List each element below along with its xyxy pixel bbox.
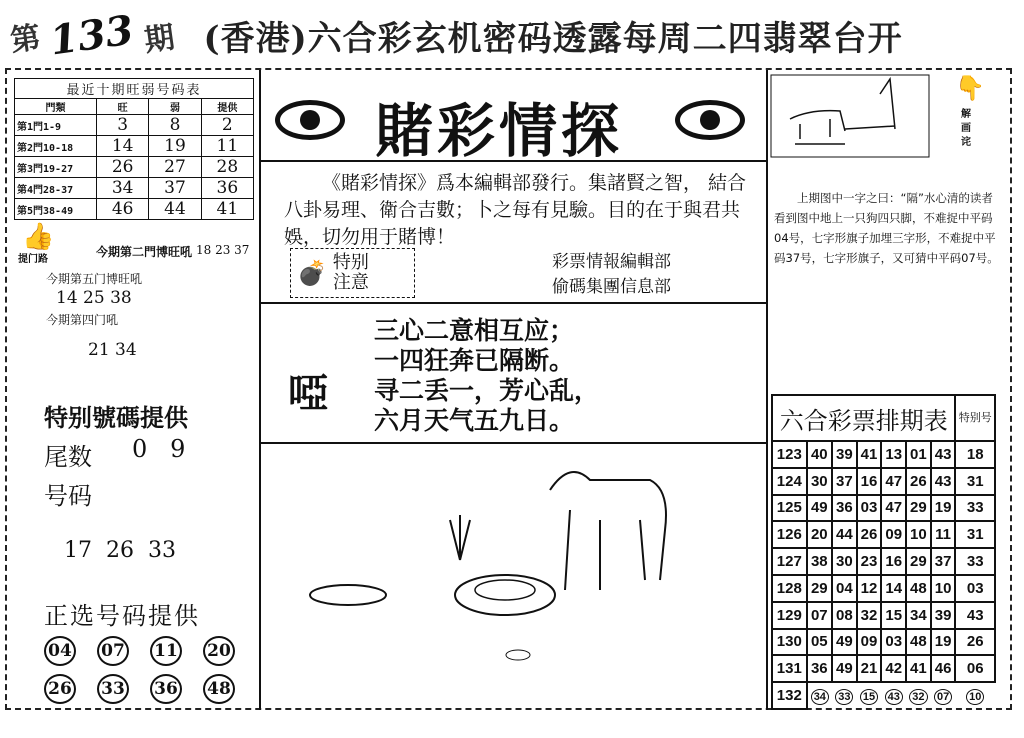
table-row <box>772 495 995 522</box>
draw-number: 41 <box>906 655 931 682</box>
draw-issue: 123 <box>772 441 807 468</box>
special-numbers: 17 26 33 <box>64 538 176 563</box>
draw-number: 29 <box>906 495 931 522</box>
number-label: 号码 <box>44 482 92 510</box>
draw-number: 43 <box>931 441 956 468</box>
tail-label: 尾数 <box>44 443 92 471</box>
draw-number: 36 <box>832 495 857 522</box>
draw-number: 41 <box>857 441 882 468</box>
draw-number: 03 <box>857 495 882 522</box>
schedule-title: 六合彩票排期表 <box>772 395 955 441</box>
door4-numbers: 21 34 <box>88 340 137 360</box>
issue-prefix: 第 <box>8 19 43 59</box>
signature-1: 彩票情報編輯部 <box>552 252 671 272</box>
table-cell: 2 <box>201 115 253 136</box>
draw-number: 10 <box>906 521 931 548</box>
draw-number: 49 <box>807 495 832 522</box>
table-cell: 44 <box>149 199 201 220</box>
draw-number: 09 <box>881 521 906 548</box>
notice-box <box>290 248 415 298</box>
draw-number: 01 <box>906 441 931 468</box>
pick-number: 20 <box>203 636 235 666</box>
table-row <box>15 115 254 136</box>
door2-numbers: 18 23 37 <box>196 243 250 257</box>
draw-number: 44 <box>832 521 857 548</box>
page-title: (香港)六合彩玄机密码透露每周二四翡翠台开 <box>203 19 903 59</box>
pick-number: 36 <box>150 674 182 704</box>
door5-numbers: 14 25 38 <box>56 288 132 308</box>
table-row <box>15 199 254 220</box>
draw-number: 03 <box>881 629 906 656</box>
column-header: 提供 <box>201 99 253 115</box>
poem-line: 三心二意相互应； <box>374 316 575 345</box>
draw-number: 26 <box>906 468 931 495</box>
divider <box>259 70 261 710</box>
draw-number: 13 <box>881 441 906 468</box>
draw-number: 31 <box>955 521 995 548</box>
draw-number: 26 <box>857 521 882 548</box>
issue-suffix: 期 <box>141 19 177 59</box>
draw-number: 20 <box>807 521 832 548</box>
draw-number-cell <box>931 682 956 709</box>
draw-number: 23 <box>857 548 882 575</box>
schedule-table <box>771 394 996 710</box>
row-label: 第5門38-49 <box>15 199 97 220</box>
table-row <box>772 629 995 656</box>
draw-number-cell <box>881 682 906 709</box>
draw-number: 07 <box>807 602 832 629</box>
draw-number: 11 <box>931 521 956 548</box>
bomb-icon: 💣 <box>297 259 327 287</box>
special-title: 特别號碼提供 <box>44 403 188 432</box>
draw-number: 47 <box>881 468 906 495</box>
draw-number: 46 <box>931 655 956 682</box>
draw-number: 32 <box>909 689 927 705</box>
draw-issue: 128 <box>772 575 807 602</box>
table-row <box>772 602 995 629</box>
table-row <box>772 521 995 548</box>
column-header: 門類 <box>15 99 97 115</box>
door4-label: 今期第四门吼 <box>46 313 119 327</box>
draw-number: 33 <box>835 689 853 705</box>
column-header: 弱 <box>149 99 201 115</box>
draw-number: 09 <box>857 629 882 656</box>
draw-number: 26 <box>955 629 995 656</box>
draw-number: 03 <box>955 575 995 602</box>
draw-number: 33 <box>955 548 995 575</box>
draw-number: 43 <box>931 468 956 495</box>
table-cell: 27 <box>149 157 201 178</box>
notice-label: 特别注意 <box>332 252 369 293</box>
table-caption: 最近十期旺弱号码表 <box>15 79 254 99</box>
draw-issue: 132 <box>772 682 807 709</box>
divider <box>260 442 766 444</box>
draw-number: 10 <box>931 575 956 602</box>
draw-number: 29 <box>807 575 832 602</box>
draw-number: 21 <box>857 655 882 682</box>
divider <box>260 302 766 304</box>
table-cell: 41 <box>201 199 253 220</box>
draw-number: 43 <box>885 689 903 705</box>
draw-number: 15 <box>881 602 906 629</box>
draw-number: 33 <box>955 495 995 522</box>
tail-numbers: 0 9 <box>132 435 186 463</box>
main-pick-numbers <box>44 632 264 708</box>
thumbs-up-icon: 👍 <box>22 222 55 252</box>
draw-number: 48 <box>906 629 931 656</box>
table-cell: 11 <box>201 136 253 157</box>
draw-number: 40 <box>807 441 832 468</box>
draw-issue: 129 <box>772 602 807 629</box>
table-cell: 34 <box>97 178 149 199</box>
draw-issue: 125 <box>772 495 807 522</box>
draw-number: 12 <box>857 575 882 602</box>
row-label: 第2門10-18 <box>15 136 97 157</box>
draw-number: 39 <box>931 602 956 629</box>
recent-hot-cold-table <box>14 78 254 220</box>
pointing-hand-icon: 👇 <box>955 74 985 102</box>
draw-issue: 124 <box>772 468 807 495</box>
table-row <box>772 655 995 682</box>
table-cell: 36 <box>201 178 253 199</box>
row-label: 第3門19-27 <box>15 157 97 178</box>
pick-number: 33 <box>97 674 129 704</box>
draw-number: 42 <box>881 655 906 682</box>
eye-icon <box>275 100 345 140</box>
table-cell: 37 <box>149 178 201 199</box>
table-cell: 3 <box>97 115 149 136</box>
draw-number: 06 <box>955 655 995 682</box>
draw-number: 49 <box>832 629 857 656</box>
draw-issue: 130 <box>772 629 807 656</box>
draw-number: 34 <box>906 602 931 629</box>
draw-number-cell <box>955 682 995 709</box>
draw-number-cell <box>906 682 931 709</box>
signature-2: 偷碼集團信息部 <box>552 277 671 297</box>
draw-number-cell <box>832 682 857 709</box>
draw-number: 38 <box>807 548 832 575</box>
row-label: 第4門28-37 <box>15 178 97 199</box>
tip-label: 提门路 <box>18 254 48 265</box>
pick-number: 48 <box>203 674 235 704</box>
draw-number: 36 <box>807 655 832 682</box>
draw-number: 10 <box>966 689 984 705</box>
table-cell: 46 <box>97 199 149 220</box>
draw-number: 31 <box>955 468 995 495</box>
draw-number: 08 <box>832 602 857 629</box>
poem-line: 一四狂奔已隔断。 <box>374 346 575 375</box>
lamb-illustration <box>300 450 760 700</box>
draw-number: 34 <box>811 689 829 705</box>
draw-number: 29 <box>906 548 931 575</box>
row-label: 第1門1-9 <box>15 115 97 136</box>
draw-number: 05 <box>807 629 832 656</box>
table-cell: 19 <box>149 136 201 157</box>
divider <box>766 70 768 710</box>
table-row <box>772 575 995 602</box>
hand-label: 解画诧 <box>961 109 971 148</box>
draw-number: 18 <box>955 441 995 468</box>
draw-number: 43 <box>955 602 995 629</box>
draw-issue: 131 <box>772 655 807 682</box>
column-header: 旺 <box>97 99 149 115</box>
pick-number: 11 <box>150 636 182 666</box>
masthead: 賭彩情探 <box>375 97 624 165</box>
explanation-text: 上期图中一字之曰：“隔”水心清的读者看到图中地上一只狗四只脚，不难捉中平码04号，七字形旗子加埋三字形，不难捉中平码37号，七字形旗子，又可猜中平码07号。 <box>774 191 999 265</box>
poem-line: 六月天气五九日。 <box>374 406 575 435</box>
draw-number: 15 <box>860 689 878 705</box>
riddle-poem <box>374 316 599 436</box>
main-pick-title: 正选号码提供 <box>44 602 200 630</box>
riddle-char: 啞 <box>288 370 328 417</box>
poem-line: 寻二丢一，芳心乱， <box>374 376 600 405</box>
draw-number: 19 <box>931 495 956 522</box>
draw-number: 47 <box>881 495 906 522</box>
table-row <box>15 136 254 157</box>
draw-number: 48 <box>906 575 931 602</box>
draw-number-cell <box>807 682 832 709</box>
draw-number: 07 <box>934 689 952 705</box>
draw-issue: 126 <box>772 521 807 548</box>
table-cell: 8 <box>149 115 201 136</box>
draw-number: 37 <box>931 548 956 575</box>
riddle-illustration <box>770 74 930 159</box>
draw-number: 30 <box>807 468 832 495</box>
eye-icon <box>675 100 745 140</box>
special-column-header: 特别号 <box>955 395 995 441</box>
door2-label: 今期第二門博旺吼 <box>96 245 193 259</box>
draw-number: 32 <box>857 602 882 629</box>
table-row <box>772 548 995 575</box>
table-cell: 26 <box>97 157 149 178</box>
page-header <box>10 8 903 63</box>
draw-number: 39 <box>832 441 857 468</box>
table-cell: 28 <box>201 157 253 178</box>
table-row <box>772 468 995 495</box>
draw-number: 37 <box>832 468 857 495</box>
table-cell: 14 <box>97 136 149 157</box>
pick-number: 07 <box>97 636 129 666</box>
issue-number: 133 <box>47 6 137 65</box>
draw-number: 16 <box>881 548 906 575</box>
table-row <box>15 157 254 178</box>
door5-label: 今期第五门博旺吼 <box>46 272 143 286</box>
intro-text: 《賭彩情探》爲本編輯部發行。集諸賢之智， 結合八卦易理、衛合吉數；卜之每有見驗。目的在于與君共娛，切勿用于賭博！ <box>284 172 747 248</box>
draw-issue: 127 <box>772 548 807 575</box>
table-row <box>772 682 995 709</box>
table-row <box>772 441 995 468</box>
draw-number: 14 <box>881 575 906 602</box>
draw-number: 49 <box>832 655 857 682</box>
pick-number: 04 <box>44 636 76 666</box>
pick-number: 26 <box>44 674 76 704</box>
draw-number: 19 <box>931 629 956 656</box>
draw-number-cell <box>857 682 882 709</box>
draw-number: 30 <box>832 548 857 575</box>
table-row <box>15 178 254 199</box>
draw-number: 04 <box>832 575 857 602</box>
draw-number: 16 <box>857 468 882 495</box>
